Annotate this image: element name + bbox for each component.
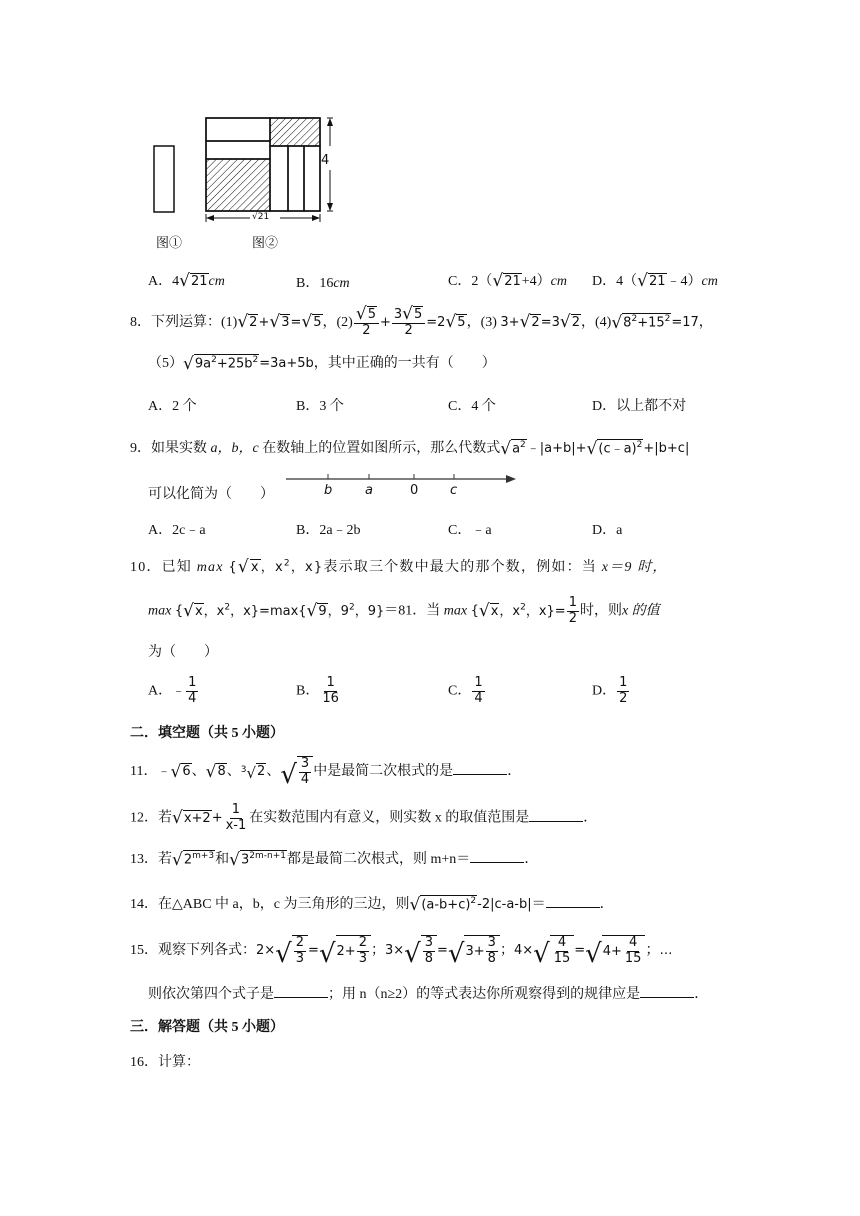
- q13: 13．若 √ $2^{m+3}$ 和 √ $3^{2m-n+1}$ 都是最简二次根式，则 m+n＝ ．: [130, 850, 539, 871]
- q10-option-a: A．﹣ $\frac{1}{4}$: [148, 675, 197, 706]
- q8-option-c: C．4 个: [448, 399, 496, 414]
- q14: 14．在△ABC 中 a，b，c 为三角形的三边，则 √ $(a-b+c)^2$ -2|c-a-b|＝ ．: [130, 895, 614, 916]
- q7-option-c: C．2（ √ 21 +4）cm: [448, 271, 567, 292]
- q11-answer-blank[interactable]: [453, 762, 507, 775]
- fig-dim-height: 4: [321, 153, 330, 168]
- q15-answer-blank-2[interactable]: [640, 985, 694, 998]
- q9-option-a: A．2c﹣a: [148, 523, 206, 538]
- q9-option-b: B．2a﹣2b: [296, 523, 361, 538]
- axis-label-b: b: [324, 483, 333, 498]
- q10-option-b: B． $\frac{1}{16}$: [296, 675, 339, 706]
- q9-line2: 可以化简为（ ）: [148, 487, 274, 502]
- section-fill-in-title: 二．填空题（共 5 小题）: [130, 726, 284, 741]
- fig2-hatched-large: [206, 159, 270, 211]
- q14-answer-blank[interactable]: [546, 895, 600, 908]
- q16: 16．计算：: [130, 1055, 200, 1070]
- q8-option-a: A．2 个: [148, 399, 197, 414]
- fig2-label: 图②: [252, 235, 279, 250]
- q9-option-d: D．a: [592, 523, 623, 538]
- q8-option-b: B．3 个: [296, 399, 344, 414]
- axis-label-a: a: [365, 483, 373, 498]
- q15-line1: 15．观察下列各式：2× √ $\frac{2}{3}$ = √ 2+ $\frac{2}{3}$ ；3× √ $\frac{3}{8}$ = √ 3+ $\frac{3}{8}$ ；4× √ $\frac{4}{15}$ = √ 4+ $\frac{4}{15}$ ；…: [130, 935, 673, 969]
- q12-answer-blank[interactable]: [529, 809, 583, 822]
- section-solve-title: 三．解答题（共 5 小题）: [130, 1020, 284, 1035]
- axis-label-c: c: [450, 483, 458, 498]
- fig1-rectangle: [154, 146, 174, 212]
- q8-line1: 8．下列运算：(1) √ 2 + √ 3 = √ 5 ，(2) √ 5 2 + 3 √ 5 2 =2 √ 5 ，(3) 3+ √ 2 =3 √ 2 ，(4) √ $8^2+15^2$ =17，: [130, 304, 713, 339]
- q10-line3: 为（ ）: [148, 645, 218, 660]
- q10-option-c: C． $\frac{1}{4}$: [448, 675, 483, 706]
- q7-option-d: D．4（ √ 21 ﹣4）cm: [592, 271, 718, 292]
- fig-dim-width: √21: [252, 212, 270, 222]
- q13-answer-blank[interactable]: [470, 850, 524, 863]
- fig1-label: 图①: [156, 235, 183, 250]
- fig2-hatched-small: [270, 118, 320, 146]
- q15-answer-blank-1[interactable]: [274, 985, 328, 998]
- q15-line2: 则依次第四个式子是 ；用 n（n≥2）的等式表达你所观察得到的规律应是 ．: [148, 987, 709, 1002]
- q10-option-d: D． $\frac{1}{2}$: [592, 675, 628, 706]
- q7-option-b: B．16cm: [296, 276, 350, 291]
- q12: 12．若 √ x+2 + $\frac{1}{x-1}$ 在实数范围内有意义，则实数 x 的取值范围是 ．: [130, 802, 598, 833]
- q8-option-d: D．以上都不对: [592, 399, 687, 414]
- q9-line1: 9．如果实数 a，b，c 在数轴上的位置如图所示，那么代数式 √ $a^2$ ﹣|a+b|+ √ (c﹣a)$^2$ +|b+c|: [130, 439, 690, 460]
- axis-label-zero: 0: [410, 483, 419, 498]
- q7-option-a: A．4 √ 21 cm: [148, 271, 225, 292]
- q8-line2: （5） √ $9a^2+25b^2$ =3a+5b，其中正确的一共有（ ）: [148, 354, 496, 375]
- q10-line1: 10．已知 max { √ x ，$x^2$，x}表示取三个数中最大的那个数，例如：当 x＝9 时，: [130, 557, 668, 578]
- q10-line2: max { √ x ，$x^2$，x}=max{ √ 9 ，$9^2$，9}＝81．当 max { √ x ，$x^2$，x}= $\frac{1}{2}$ 时，则x 的值: [148, 595, 660, 626]
- q11: 11．﹣ √ 6 、 √ 8 、 $^3$√ 2 、 √ $\frac{3}{4}$ 中是最简二次根式的是 ．: [130, 756, 522, 790]
- number-line: [284, 470, 520, 500]
- q9-option-c: C．﹣a: [448, 523, 492, 538]
